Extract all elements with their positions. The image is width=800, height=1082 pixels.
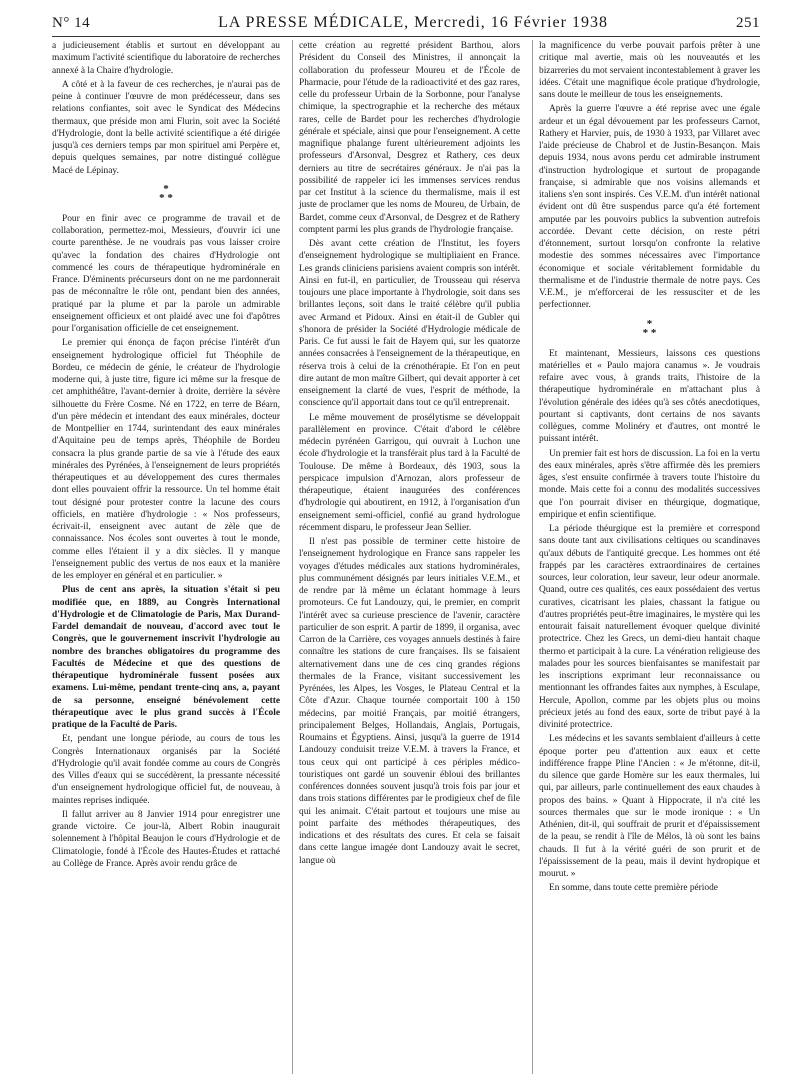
paragraph: Après la guerre l'œuvre a été reprise avec une égale ardeur et un égal dévouement par les professeurs Carnot, Rathery et Harvier, puis, de 1930 à 1933, par Villaret avec l'aide précieuse de Chabrol et de Justin-Besançon. Mais depuis 1934, nous avons perdu cet admirable instrument d'instruction hydrologique et surtout de propagande française, si admirable que nos voisins allemands et italiens s'en sont inspirés. Ces V.E.M. d'un intérêt national évident ont dû être suspendus parce qu'a été fortement amputée par les pouvoirs publics la subvention autrefois accordée. Devant cette décision, on reste pétri d'étonnement, surtout lorsqu'on confronte la relative modestie des sommes nécessaires avec l'importance économique et sociale véritablement formidable du thermalisme et de l'industrie thermale de notre pays. Ces V.E.M., je m'efforcerai de les ressusciter et de les perfectionner. <box>539 104 760 311</box>
column-3 <box>532 40 760 1074</box>
column-1 <box>52 40 280 1074</box>
header-rule <box>52 36 760 37</box>
section-separator: * * * <box>159 182 173 204</box>
paragraph: Plus de cent ans après, la situation s'était si peu modifiée que, en 1889, au Congrès International d'Hydrologie et de Climatologie de Paris, Max Durand-Fardel demandait de nouveau, d'accord avec tout le Congrès, que le gouvernement inscrivît l'hydrologie au nombre des branches obligatoires du programme des Facultés de Médecine et que des questions de thérapeutique hydrominérale fussent posées aux examens. Lui-même, pendant trente-cinq ans, a, payant de sa personne, enseigné bénévolement cette thérapeutique avec le plus grand succès à l'École pratique de la Faculté de Paris. <box>52 585 280 730</box>
paragraph: En somme, dans toute cette première période <box>549 883 718 894</box>
article-columns <box>52 40 760 1074</box>
section-separator: * * * <box>642 317 657 339</box>
paragraph: Et, pendant une longue période, au cours de tous les Congrès Internationaux organisés par la Société d'Hydrologie qu'il avait fondée comme au cours de Congrès des Villes d'eaux qui se succédèrent, la pressante nécessité d'un enseignement hydrologique officiel fut, de nouveau, à maintes reprises indiquée. <box>52 734 280 806</box>
paragraph: Le même mouvement de prosélytisme se développait parallèlement en province. C'était d'abord le célèbre médecin pyrénéen Garrigou, qui ouvrait à Luchon une école d'hydrologie et la transférait plus tard à la Faculté de Toulouse. De même à Bordeaux, dès 1903, sous la perspicace impulsion d'Arnozan, alors professeur de thérapeutique, étaient inaugurées des conférences d'hydrologie qui aboutirent, en 1912, à l'organisation d'un enseignement semi-officiel, confié au grand hydrologue récemment disparu, le professeur Jean Sellier. <box>299 412 520 533</box>
paragraph: Les médecins et les savants semblaient d'ailleurs à cette époque porter peu d'attention aux eaux et cette indifférence frappe Pline l'Ancien : « Je m'étonne, dit-il, du silence que garde Homère sur les eaux thermales, lui qui, par ailleurs, parle continuellement des eaux chaudes à propos des bains. » Quant à Hippocrate, il n'a cité les sources thermales que sur le mode ironique : « Un Athénien, dit-il, qui souffrait de prurit et d'épaississement de la peau, se rendit à l'île de Mélos, là où sont les bains chauds. Il fut à la vérité guéri de son prurit et de l'épaississement de la peau, mais il devint hydropique et mourut. » <box>539 734 760 879</box>
page-header <box>52 14 760 36</box>
paragraph: A côté et à la faveur de ces recherches, je n'aurai pas de peine à continuer l'œuvre de mon prédécesseur, dans ses relations confiantes, soit avec le Syndicat des Médecins thermaux, que préside mon ami Flurin, soit avec la Société d'Hydrologie, dont la belle activité scientifique a été dirigée jusqu'à ces derniers temps par mon spirituel ami Perpère et, depuis quelques semaines, par notre distingué collègue Macé de Lépinay. <box>52 79 280 176</box>
paragraph: Il n'est pas possible de terminer cette histoire de l'enseignement hydrologique en France sans rappeler les voyages d'études médicales aux stations hydrominérales, plus communément désignés par leurs initiales V.E.M., et de rendre par là même un éclatant hommage à leurs promoteurs. Ce fut Landouzy, qui, le premier, en comprit l'intérêt avec sa curieuse prescience de l'avenir, caractère particulier de son esprit. A partir de 1899, il organisa, avec Carron de la Carrière, ces voyages annuels destinés à faire connaître les stations de cure françaises. Ils se faisaient alternativement dans une de ces cinq grandes régions thermales de la France, visitant successivement les Pyrénées, les Alpes, les Vosges, le Plateau Central et la Côte d'Azur. Chaque tournée comportait 100 à 150 médecins, par moitié Français, par moitié étrangers, principalement Belges, Hollandais, Anglais, Portugais, Roumains et Égyptiens. Ainsi, jusqu'à la guerre de 1914 Landouzy conduisit treize V.E.M. à travers la France, et tous ceux qui ont participé à ces périples médico-touristiques ont gardé un souvenir ébloui des brillantes conférences données souvent jusqu'à trois fois par jour et dans trois stations différentes par le prodigieux chef de file qui les animait. C'était partout et toujours une mise au point parfaite des méthodes thérapeutiques, des indications et des résultats des cures. Et cela se faisait dans cette langue imagée dont Landouzy avait le secret, langue où <box>299 537 520 866</box>
paragraph: La période théurgique est la première et correspond sans doute tant aux civilisations celtiques ou scandinaves qu'aux débuts de l'antiquité grecque. Les hommes ont été frappés par les caractères extraordinaires de certaines sources, leur coloration, leur saveur, leur odeur anormale. Quand, outre ces qualités, ces eaux possédaient des vertus curatives, cicatrisant les plaies, chassant la fatigue ou d'autres propriétés peut-être imaginaires, le mystère qui les entourait faisait naturellement évoquer quelque divinité protectrice. Chez les Grecs, un demi-dieu hantait chaque thermo et participait à la cure. La vénération religieuse des malades pour les sources bienfaisantes se manifestait par les inscriptions exprimant leur reconnaissance ou mentionnant les offrandes faites aux nymphes, à Esculape, Hercule, Apollon, comme par les objets plus ou moins précieux jetés au fond des eaux, sorte de tribut payé à la divinité protectrice. <box>539 524 760 730</box>
paragraph: Il fallut arriver au 8 Janvier 1914 pour enregistrer une grande victoire. Ce jour-là, Albert Robin inaugurait solennement à l'hôpital Beaujon le cours d'Hydrologie et de Climatologie, fondé à l'École des Hautes-Études et rattaché au Collège de France. Après avoir rendu grâce de <box>52 809 280 869</box>
journal-title: LA PRESSE MÉDICALE, Mercredi, 16 Février 1938 <box>218 14 608 31</box>
paragraph: a judicieusement établis et surtout en développant au maximum l'activité scientifique du laboratoire de recherches annexé à la Chaire d'hydrologie. <box>52 41 280 76</box>
paragraph: cette création au regretté président Barthou, alors Président du Conseil des Ministres, il annonçait la collaboration du professeur Moureu et de l'École de Pharmacie, pour l'étude de la radioactivité et des gaz rares, celle du professeur Urbain de la Sorbonne, pour l'analyse chimique, la spectrographie et la recherche des métaux rares, celle de Bardet pour les recherches d'hydrologie générale et spéciale, ainsi que pour l'enseignement. A cette magnifique phalange furent ultérieurement adjoints les professeurs d'Arsonval, Desgrez et Rathery, ces deux derniers au titre de secrétaires généraux. Je n'ai pas la possibilité de rappeler ici les immenses services rendus par cet Institut à la science du thermalisme, mais il est juste de proclamer que les noms de Moureu, de Urbain, de Bardet, comme ceux d'Arsonval, de Desgrez et de Rathery comptent parmi les plus grands de l'hydrologie française. <box>299 41 520 235</box>
paragraph: Et maintenant, Messieurs, laissons ces questions matérielles et « Paulo majora canamus ». Je voudrais refaire avec vous, à grands traits, l'histoire de la thérapeutique hydrominérale en m'attachant plus à l'évolution générale des idées qu'à ses côtés anecdotiques, pourtant si captivants, dont certains de nos savants collègues, comme Molinéry et d'autres, ont montré le puissant intérêt. <box>539 348 760 445</box>
column-2 <box>292 40 520 1074</box>
issue-number: N° 14 <box>52 15 91 31</box>
paragraph: Un premier fait est hors de discussion. La foi en la vertu des eaux minérales, après s'être affirmée dès les premiers âges, s'est ensuite confirmée à travers toute l'histoire du monde. Mais cette foi a connu des modalités successives que l'on pourrait diviser en théurgique, dogmatique, empirique et enfin scientifique. <box>539 448 760 520</box>
paragraph: la magnificence du verbe pouvait parfois prêter à une critique mal avertie, mais où les nouveautés et les bizarreries du mot servaient incontestablement à graver les idées. C'était une magnifique école pratique d'hydrologie, sans doute le meilleur de tous les enseignements. <box>539 41 760 100</box>
paragraph: Dès avant cette création de l'Institut, les foyers d'enseignement hydrologique se multipliaient en France. Les grands cliniciens parisiens avaient compris son intérêt. Ainsi en fut-il, en particulier, de Trousseau qui réserva toujours une place importante à l'hydrologie, soit dans ses brillantes leçons, soit dans le traité célèbre qu'il publia avec Armand et Pidoux. Ainsi en était-il de Gubler qui s'honora de présider la Société d'Hydrologie médicale de Paris. Ce fut aussi le fait de Hayem qui, sur les quatorze années consacrées à l'enseignement de la thérapeutique, en réserva trois à celui de la crénothérapie. Et l'on en peut dire autant de mon maître Gilbert, qui devait apporter à cet enseignement la clarté de vues, l'esprit de méthode, la conscience qu'il apportait dans tout ce qu'il entreprenait. <box>299 239 520 409</box>
page-number: 251 <box>735 15 760 31</box>
paragraph: Pour en finir avec ce programme de travail et de collaboration, permettez-moi, Messieurs, d'ouvrir ici une courte parenthèse. Je ne voudrais pas vous laisser croire qu'avec la fondation des chaires d'Hydrologie ont commencé les cours de thérapeutique hydrominérale en France. D'éminents précurseurs dont on ne me pardonnerait pas de méconnaître le rôle ont, pendant bien des années, pratiqué par la plume et par la parole un admirable enseignement officieux et ont plaidé avec une foi d'apôtres pour l'organisation officielle de cet enseignement. <box>52 213 280 334</box>
paragraph: Le premier qui énonça de façon précise l'intérêt d'un enseignement hydrologique officiel fut Théophile de Bordeu, ce médecin de génie, le créateur de l'hydrologie moderne qui, à juste titre, figure ici même sur la fresque de cet amphithéâtre, l'avant-dernier à droite, derrière la sévère silhouette du Frère Cosme. Né en 1722, en terre de Béarn, d'un père médecin et intendant des eaux minérales, docteur de Montpellier en 1744, surintendant des eaux minérales d'Aquitaine peu de temps après, Théophile de Bordeu consacra la plus grande partie de sa vie à l'étude des eaux minérales des Pyrénées, à l'enseignement de leurs propriétés thérapeutiques et au développement des cures thermales dont elles pouvaient offrir la ressource. Un tel homme était tout désigné pour protester contre la lacune des cours officiels, en matière d'hydrologie : « Nos professeurs, écrivait-il, enseignent avec autant de zèle que de connaissance. Nos écoles sont ouvertes à tout le monde, comme elles l'étaient il y a dix siècles. Il y manque l'enseignement public des vertus de nos eaux et la manière de les employer en général et en particulier. » <box>52 338 280 581</box>
